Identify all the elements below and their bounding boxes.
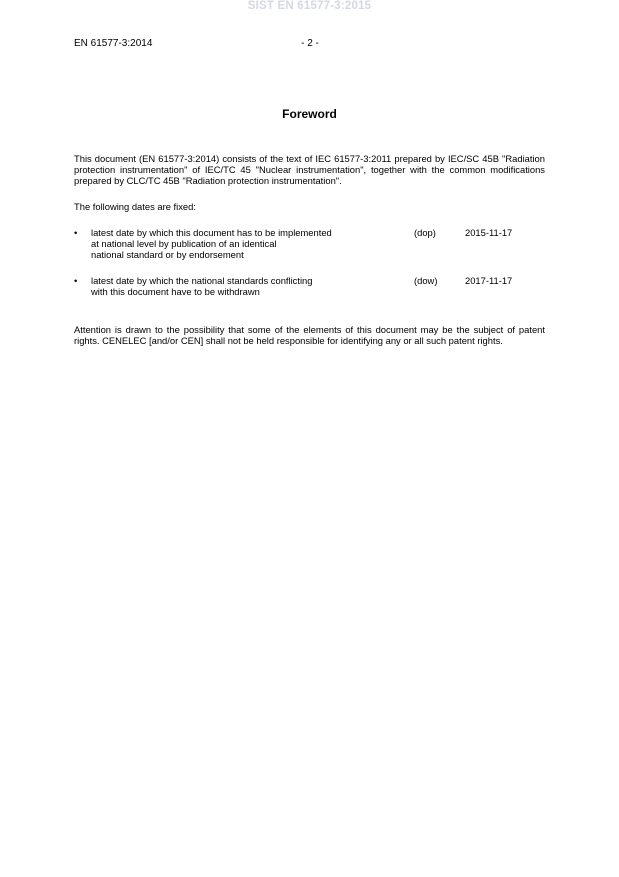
document-watermark: SIST EN 61577-3:2015 — [247, 0, 372, 12]
date-item-line: with this document have to be withdrawn — [91, 286, 260, 298]
date-item-line: latest date by which the national standards conflicting — [91, 275, 313, 286]
date-item-text — [91, 227, 371, 261]
bullet-icon: • — [74, 227, 78, 238]
date-item-code: (dop) — [414, 227, 436, 238]
date-item-text — [91, 275, 371, 297]
dates-intro: The following dates are fixed: — [74, 201, 196, 212]
bullet-icon: • — [74, 275, 78, 286]
date-item-line: national standard or by endorsement — [91, 249, 244, 261]
header-page-number: - 2 - — [301, 38, 319, 49]
date-item-date: 2017-11-17 — [465, 275, 513, 286]
date-item-date: 2015-11-17 — [465, 227, 513, 238]
attention-paragraph: Attention is drawn to the possibility that some of the elements of this document may be the subject of patent rights. CENELEC [and/or CEN] shall not be held responsible for identifying any or all such patent rights. — [74, 324, 545, 347]
date-item-code: (dow) — [414, 275, 438, 286]
header-document-id: EN 61577-3:2014 — [74, 38, 153, 49]
intro-paragraph: This document (EN 61577-3:2014) consists of the text of IEC 61577-3:2011 prepared by IEC/SC 45B "Radiation protection instrumentation" of IEC/TC 45 "Nuclear instrumentation", together with the common modifications prepared by CLC/TC 45B "Radiation protection instrumentation". — [74, 153, 545, 187]
section-title: Foreword — [282, 107, 337, 121]
date-item-line: at national level by publication of an identical — [91, 238, 277, 250]
date-item-line: latest date by which this document has to be implemented — [91, 227, 332, 238]
